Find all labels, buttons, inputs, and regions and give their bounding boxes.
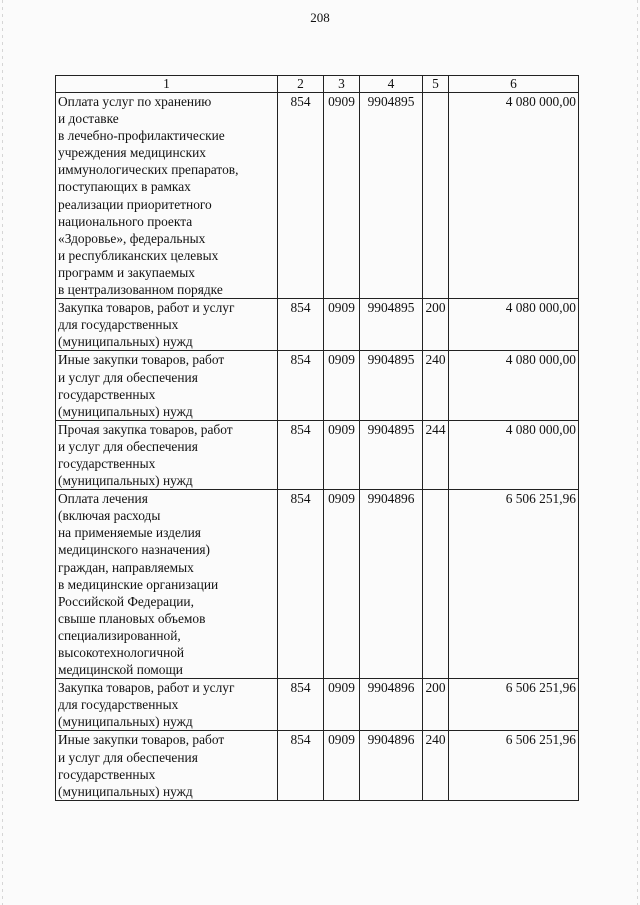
row-ministry-code: 854 [278, 299, 324, 351]
budget-table [55, 75, 579, 801]
table-row [56, 351, 579, 420]
row-amount: 4 080 000,00 [449, 351, 579, 420]
table-row [56, 679, 579, 731]
row-ministry-code: 854 [278, 490, 324, 679]
row-ministry-code: 854 [278, 731, 324, 800]
row-section-code: 0909 [324, 490, 360, 679]
header-col-3: 3 [324, 76, 360, 93]
row-target-article: 9904895 [360, 351, 423, 420]
row-target-article: 9904895 [360, 299, 423, 351]
scan-edge-left [2, 0, 3, 905]
header-col-2: 2 [278, 76, 324, 93]
row-description: Закупка товаров, работ и услуг для государственных (муниципальных) нужд [56, 299, 278, 351]
row-description: Закупка товаров, работ и услуг для государственных (муниципальных) нужд [56, 679, 278, 731]
row-section-code: 0909 [324, 420, 360, 489]
row-ministry-code: 854 [278, 351, 324, 420]
row-expense-type [423, 490, 449, 679]
row-ministry-code: 854 [278, 93, 324, 299]
table-row [56, 299, 579, 351]
row-section-code: 0909 [324, 351, 360, 420]
row-target-article: 9904895 [360, 420, 423, 489]
row-expense-type: 244 [423, 420, 449, 489]
row-section-code: 0909 [324, 679, 360, 731]
row-expense-type: 200 [423, 299, 449, 351]
row-expense-type: 240 [423, 731, 449, 800]
page-number: 208 [310, 10, 330, 25]
header-col-6: 6 [449, 76, 579, 93]
scan-edge-right [637, 0, 638, 905]
row-description: Оплата лечения (включая расходы на применяемые изделия медицинского назначения) граждан, направляемых в медицинские организации Российской Федерации, свыше плановых объемов специализированной, высокотехнологичной медицинской помощи [56, 490, 278, 679]
row-expense-type: 200 [423, 679, 449, 731]
row-expense-type: 240 [423, 351, 449, 420]
row-target-article: 9904895 [360, 93, 423, 299]
row-target-article: 9904896 [360, 731, 423, 800]
row-ministry-code: 854 [278, 679, 324, 731]
row-amount: 6 506 251,96 [449, 490, 579, 679]
row-amount: 6 506 251,96 [449, 731, 579, 800]
header-col-4: 4 [360, 76, 423, 93]
row-description: Иные закупки товаров, работ и услуг для обеспечения государственных (муниципальных) нужд [56, 351, 278, 420]
row-section-code: 0909 [324, 731, 360, 800]
row-amount: 4 080 000,00 [449, 420, 579, 489]
row-description: Оплата услуг по хранению и доставке в лечебно-профилактические учреждения медицинских иммунологических препаратов, поступающих в рамках реализации приоритетного национального проекта «Здоровье», федеральных и республиканских целевых программ и закупаемых в централизованном порядке [56, 93, 278, 299]
header-row [56, 76, 579, 93]
table-row [56, 93, 579, 299]
row-description: Прочая закупка товаров, работ и услуг для обеспечения государственных (муниципальных) нужд [56, 420, 278, 489]
row-ministry-code: 854 [278, 420, 324, 489]
row-description: Иные закупки товаров, работ и услуг для обеспечения государственных (муниципальных) нужд [56, 731, 278, 800]
table-row [56, 731, 579, 800]
table-row [56, 420, 579, 489]
table-row [56, 490, 579, 679]
row-section-code: 0909 [324, 93, 360, 299]
header-col-5: 5 [423, 76, 449, 93]
row-target-article: 9904896 [360, 490, 423, 679]
header-col-1: 1 [56, 76, 278, 93]
row-section-code: 0909 [324, 299, 360, 351]
row-target-article: 9904896 [360, 679, 423, 731]
row-amount: 4 080 000,00 [449, 93, 579, 299]
row-amount: 6 506 251,96 [449, 679, 579, 731]
row-amount: 4 080 000,00 [449, 299, 579, 351]
row-expense-type [423, 93, 449, 299]
